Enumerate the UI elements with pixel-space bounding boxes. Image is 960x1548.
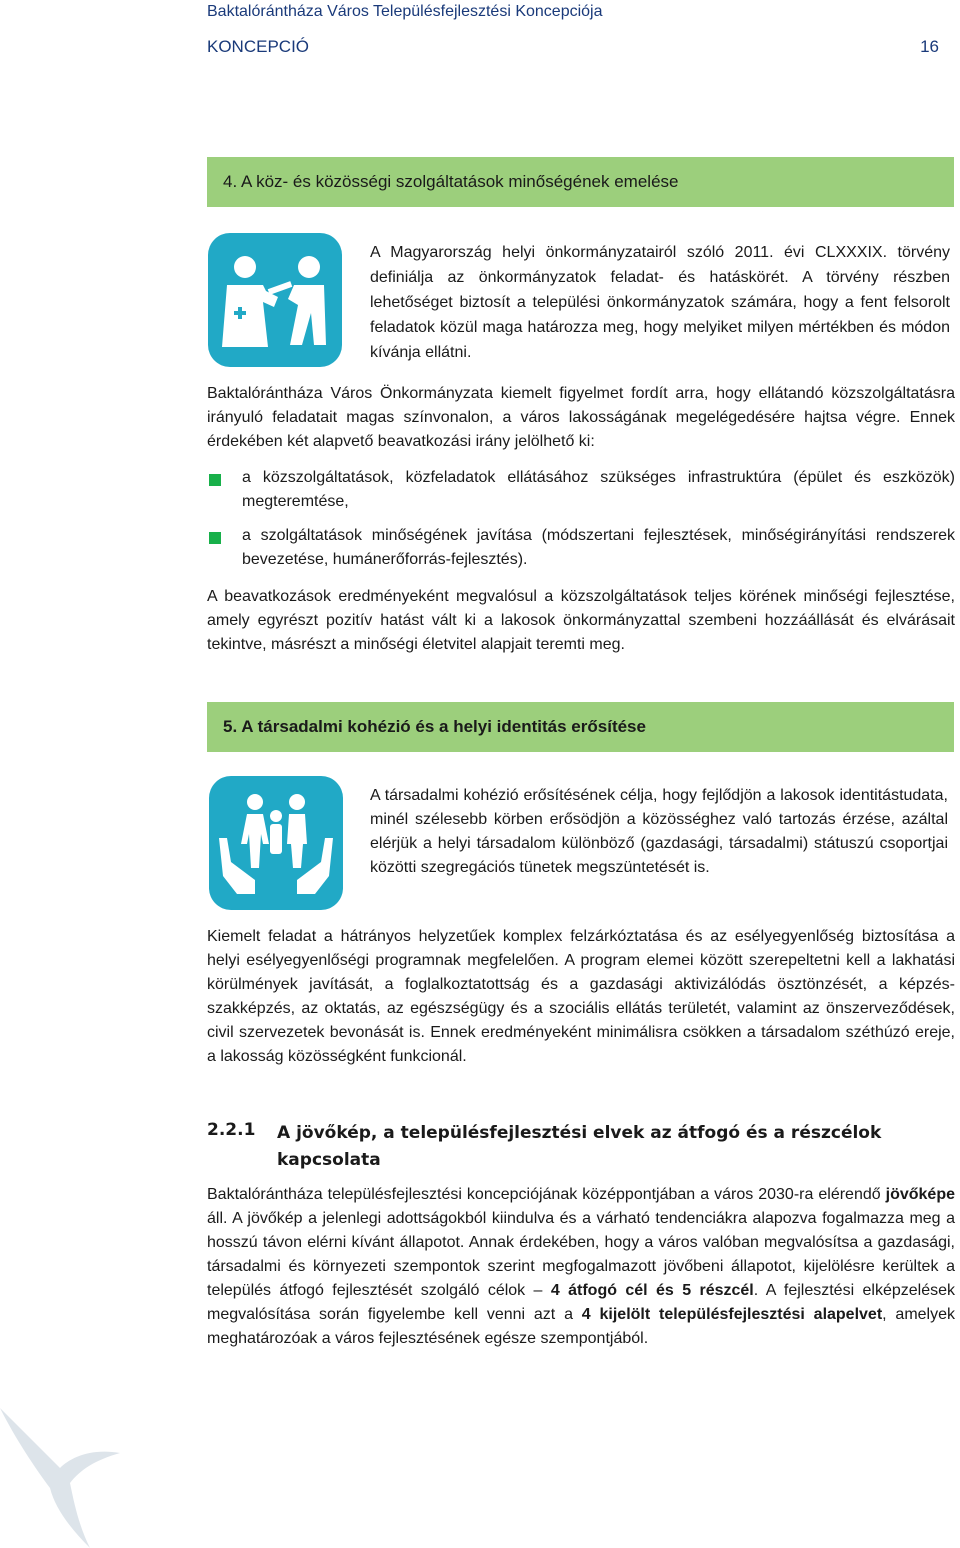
emphasis-vision: jövőképe	[885, 1186, 955, 1203]
list-item-text: a szolgáltatások minőségének javítása (módszertani fejlesztések, minőségirányítási rendszerek bevezetése, humánerőforrás-fejlesztés).	[242, 527, 955, 568]
document-title: Baktalórántháza Város Településfejlesztési Koncepciója	[207, 3, 603, 20]
bird-watermark-icon	[0, 1398, 140, 1548]
section-4-bullet-list	[207, 466, 955, 582]
section-number: 2.2.1	[207, 1120, 256, 1140]
paragraph-text: áll. A jövőkép a jelenlegi adottságokból kiindulva és a várható tendenciákra alapozva fogalmazza meg a hosszú távon elérni kívánt állapotot. Annak érdekében, hogy a város valóban megvalósítsa a gazdasági, társadalmi és környezeti szempontok szerint megfogalmazott jövőbeni állapotot, kijelölésre kerültek a település átfogó fejlesztését szolgáló célok –	[207, 1210, 955, 1299]
section-5-paragraph-1: Kiemelt feladat a hátrányos helyzetűek komplex felzárkóztatása és az esélyegyenlőség biztosítása a helyi esélyegyenlőségi programnak megfelelően. A program elemei között szerepeltetni kell a lakhatási körülmények javítását, a foglalkoztatottság és a gazdasági aktivizálódás ösztönzését, a képzés-szakképzés, az oktatás, az egészségügy és a szociális ellátás területét, valamint az önszerveződések, civil szervezetek bevonását is. Ennek eredményeként minimálisra csökken a társadalom széthúzó ereje, a lakosság közösségként funkcionál.	[207, 928, 955, 1065]
section-5-heading-band	[207, 702, 954, 752]
document-subtitle: KONCEPCIÓ	[207, 37, 310, 56]
list-item-text: a közszolgáltatások, közfeladatok ellátásához szükséges infrastruktúra (épület és eszközök) megteremtése,	[242, 469, 955, 510]
paragraph-text: , amelyek meghatározóak a város fejlesztésének egésze szempontjából.	[207, 1306, 955, 1347]
section-4-intro: A Magyarország helyi önkormányzatairól szóló 2011. évi CLXXXIX. törvény definiálja az önkormányzatok feladat- és hatáskörét. A törvény részben lehetőséget biztosít a települési önkormányzatok számára, hogy a fent felsorolt feladatok közül maga határozza meg, hogy melyiket milyen mértékben és módon kívánja ellátni.	[370, 244, 950, 361]
section-4-heading-band	[207, 157, 954, 207]
list-item	[207, 466, 955, 514]
section-4-heading: 4. A köz- és közösségi szolgáltatások minőségének emelése	[223, 172, 679, 191]
healthcare-icon	[208, 233, 342, 367]
bullet-square-icon	[209, 532, 221, 544]
family-care-icon	[209, 776, 343, 910]
emphasis-goals: 4 átfogó cél és 5 részcél	[550, 1282, 754, 1299]
section-5-intro: A társadalmi kohézió erősítésének célja, hogy fejlődjön a lakosok identitástudata, minél szélesebb körben erősödjön a közösséghez való tartozás érzése, azáltal elérjük a helyi társadalom különböző (gazdasági, társadalmi) státuszú csoportjai közötti szegregációs tünetek megszüntetését is.	[370, 787, 948, 876]
bullet-square-icon	[209, 474, 221, 486]
section-title: A jövőkép, a településfejlesztési elvek az átfogó és a részcélok kapcsolata	[277, 1123, 882, 1170]
section-4-paragraph-1: Baktalórántháza Város Önkormányzata kiemelt figyelmet fordít arra, hogy ellátandó közszolgáltatásra irányuló feladatait magas színvonalon, a város lakosságának megelégedésére hajtsa végre. Ennek érdekében két alapvető beavatkozási irány jelölhető ki:	[207, 385, 955, 450]
paragraph-text: . A fejlesztési elképzelések megvalósítása során figyelembe kell venni azt a	[207, 1282, 956, 1323]
emphasis-principles: 4 kijelölt településfejlesztési alapelvet	[581, 1306, 883, 1323]
section-4-paragraph-2: A beavatkozások eredményeként megvalósul a közszolgáltatások teljes körének minőségi fejlesztése, amely egyrészt pozitív hatást vált ki a lakosok önkormányzattal szembeni hozzáállását és elvárásait tekintve, másrészt a minőségi életvitel alapjait teremti meg.	[207, 588, 955, 653]
page-number: 16	[920, 37, 939, 56]
section-5-heading: 5. A társadalmi kohézió és a helyi identitás erősítése	[223, 717, 646, 736]
paragraph-text: Baktalórántháza településfejlesztési koncepciójának középpontjában a város 2030-ra elérendő	[207, 1186, 886, 1203]
section-221-paragraph	[207, 1183, 955, 1351]
list-item	[207, 524, 955, 572]
